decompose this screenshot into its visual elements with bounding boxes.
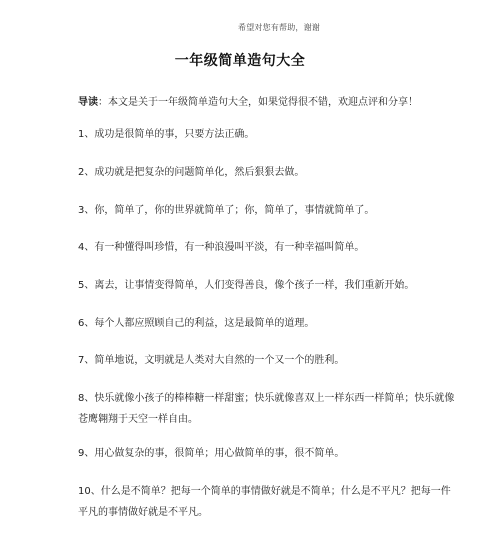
- list-item-line: 6、每个人都应照顾自己的利益，这是最简单的道理。: [78, 318, 315, 329]
- list-item: [78, 200, 443, 221]
- list-item: [78, 313, 443, 334]
- list-item-line: 5、离去，让事情变得简单，人们变得善良，像个孩子一样，我们重新开始。: [78, 280, 415, 291]
- list-item-line: 10、什么是不简单？把每一个简单的事情做好就是不简单；什么是不平凡？把每一件: [78, 486, 451, 497]
- list-item-line: 4、有一种懂得叫珍惜，有一种浪漫叫平淡，有一种幸福叫简单。: [78, 242, 365, 253]
- list-item-line: 1、成功是很简单的事，只要方法正确。: [78, 129, 255, 140]
- intro-text: ：本文是关于一年级简单造句大全，如果觉得很不错，欢迎点评和分享！: [98, 97, 418, 108]
- list-item: [78, 124, 443, 145]
- list-item-line: 平凡的事情做好就是不平凡。: [78, 507, 208, 518]
- list-item-line: 8、快乐就像小孩子的棒棒糖一样甜蜜；快乐就像喜双上一样东西一样简单；快乐就像: [78, 393, 455, 404]
- list-item: [78, 162, 443, 183]
- list-item-line: 9、用心做复杂的事，很简单；用心做简单的事，很不简单。: [78, 448, 345, 459]
- header-note: 希望对您有帮助，谢谢: [238, 23, 320, 32]
- list-item-line: 7、简单地说，文明就是人类对大自然的一个又一个的胜利。: [78, 355, 345, 366]
- intro-paragraph: [78, 93, 418, 108]
- intro-lead: 导读: [78, 97, 98, 108]
- list-item: [78, 443, 443, 464]
- list-item: [78, 275, 443, 296]
- list-item: [78, 237, 443, 258]
- list-item-line: 2、成功就是把复杂的问题简单化，然后狠狠去做。: [78, 167, 305, 178]
- page-title: 一年级简单造句大全: [174, 53, 306, 69]
- list-item-line: 3、你，简单了，你的世界就简单了；你，简单了，事情就简单了。: [78, 205, 375, 216]
- list-item: [78, 481, 451, 523]
- list-item: [78, 388, 455, 430]
- list-item: [78, 350, 443, 371]
- list-item-line: 苍鹰翱翔于天空一样自由。: [78, 414, 198, 425]
